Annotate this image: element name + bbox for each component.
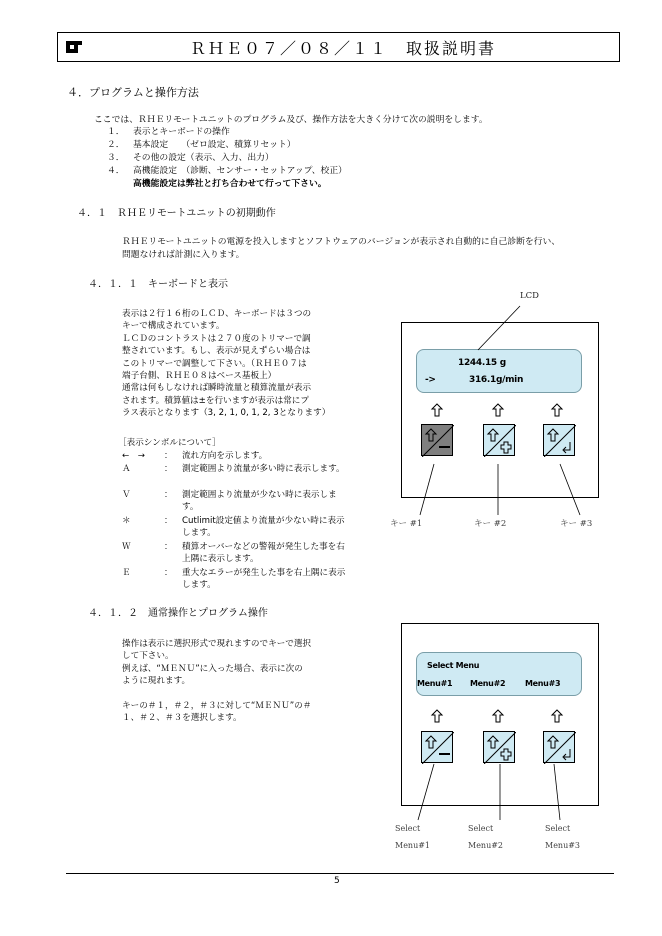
up-arrow-icon — [491, 709, 505, 723]
normal-operation-text — [122, 638, 362, 724]
symbols-title: ［表示シンボルについて］ — [118, 438, 221, 448]
symbol-row — [122, 515, 362, 540]
select-label-1-top: Select — [395, 824, 421, 833]
paragraph-line: 例えば、“ＭＥＮＵ”に入った場合、表示に次の — [122, 663, 303, 674]
key-3-up-enter[interactable] — [543, 424, 575, 456]
paragraph-line: ラス表示となります（3, 2, 1, 0, 1, 2, 3となります） — [122, 408, 331, 419]
paragraph-line: 表示は２行１６桁のＬＣＤ、キーボードは３つの — [122, 309, 312, 319]
figure-2-leader-lines — [390, 760, 590, 822]
company-logo — [64, 39, 84, 55]
symbol-colon: ： — [164, 516, 173, 526]
section-4-1-2-heading: ４．１．２ 通常操作とプログラム操作 — [88, 608, 268, 619]
advanced-settings-note: 高機能設定は弊社と打ち合わせて行って下さい。 — [133, 179, 327, 189]
list-item-text: 表示とキーボードの操作 — [133, 127, 230, 137]
symbol-colon: ： — [164, 464, 173, 474]
symbol-key: ＊ — [122, 516, 131, 526]
paragraph-line — [122, 688, 362, 700]
paragraph-line: ＬＣＤのコントラストは２７０度のトリマーで調 — [122, 333, 311, 344]
symbol-colon: ： — [164, 451, 173, 461]
up-arrow-icon — [550, 709, 564, 723]
symbol-row — [122, 567, 362, 592]
list-item-number: ２． — [107, 140, 125, 150]
document-title: ＲＨＥ０７／０８／１１ 取扱説明書 — [190, 39, 497, 58]
paragraph-line: このトリマーで調整して下さい。（ＲＨＥ０７は — [122, 358, 307, 369]
section-4-heading: ４．プログラムと操作方法 — [67, 86, 199, 99]
menu-key-2-up-plus[interactable] — [483, 731, 515, 763]
footer-rule — [66, 873, 614, 874]
list-item-number: ３． — [107, 153, 125, 163]
up-arrow-icon — [491, 403, 505, 417]
menu-key-3-up-enter[interactable] — [543, 731, 575, 763]
lcd-arrow: -> — [425, 375, 436, 385]
symbol-colon: ： — [164, 490, 173, 500]
menu-item-2: Menu#2 — [470, 679, 506, 688]
menu-item-3: Menu#3 — [525, 679, 561, 688]
symbol-row — [122, 463, 362, 488]
section-4-1-body-line: ＲＨＥリモートユニットの電源を投入しますとソフトウェアのバージョンが表示され自動的に自己診断を行い、 — [122, 237, 561, 247]
list-item-text: 基本設定 （ゼロ設定、積算リセット） — [133, 140, 296, 150]
up-enter-icon — [544, 425, 576, 457]
key-1-label: キー #1 — [390, 519, 423, 529]
select-label-3-top: Select — [545, 824, 571, 833]
section-4-1-heading: ４．１ ＲＨＥリモートユニットの初期動作 — [77, 208, 276, 219]
lcd-label: LCD — [520, 291, 539, 301]
select-label-2-bottom: Menu#2 — [468, 841, 504, 850]
menu-lcd-display — [416, 652, 582, 696]
up-arrow-icon — [430, 709, 444, 723]
paragraph-line: １、＃２、＃３を選択します。 — [122, 713, 242, 724]
up-arrow-icon — [550, 403, 564, 417]
symbol-description: 測定範囲より流量が多い時に表示します。 — [182, 464, 345, 474]
menu-lcd-line-1: Select Menu — [427, 661, 480, 670]
keyboard-display-text — [122, 308, 362, 420]
paragraph-line: 通常は何もしなければ瞬時流量と積算流量が表示 — [122, 383, 312, 394]
symbol-description: 測定範囲より流量が少ない時に表示します。 — [182, 490, 337, 513]
symbol-row — [122, 489, 362, 514]
menu-key-1-up-minus[interactable] — [421, 731, 453, 763]
section-4-intro: ここでは、ＲＨＥリモートユニットのプログラム及び、操作方法を大きく分けて次の説明をします。 — [94, 115, 488, 125]
symbol-description: 重大なエラーが発生した事を右上隅に表示します。 — [182, 568, 346, 591]
symbol-description: Cutlimit設定値より流量が少ない時に表示します。 — [182, 516, 345, 539]
key-3-label: キー #3 — [560, 519, 593, 529]
symbol-colon: ： — [164, 568, 173, 578]
up-arrow-icon — [430, 403, 444, 417]
paragraph-line: キーの＃１，＃２，＃３に対して“ＭＥＮＵ”の＃ — [122, 700, 312, 711]
select-label-3-bottom: Menu#3 — [545, 841, 581, 850]
paragraph-line: 操作は表示に選択形式で現れますのでキーで選択 — [122, 639, 312, 649]
paragraph-line: 端子台側、ＲＨＥ０８はベース基板上） — [122, 371, 277, 382]
key-2-up-plus[interactable] — [483, 424, 515, 456]
menu-item-1: Menu#1 — [417, 679, 453, 688]
symbol-description: 流れ方向を示します。 — [182, 451, 268, 461]
symbol-key: Ａ — [122, 464, 131, 474]
lcd-line-1: 1244.15 g — [458, 358, 506, 368]
up-minus-icon — [422, 425, 454, 457]
list-item-text: 高機能設定 （診断、センサー・セットアップ、校正） — [133, 166, 347, 176]
lcd-line-2: 316.1g/min — [469, 375, 524, 385]
list-item-number: １． — [107, 127, 125, 137]
symbol-key: Ｗ — [122, 542, 131, 552]
select-label-1-bottom: Menu#1 — [395, 841, 431, 850]
list-item-number: ４． — [107, 166, 125, 176]
key-2-label: キー #2 — [474, 519, 507, 529]
up-plus-icon — [484, 425, 516, 457]
select-label-2-top: Select — [468, 824, 494, 833]
paragraph-line: キーで構成されています。 — [122, 321, 225, 332]
symbol-key: Ｖ — [122, 490, 131, 500]
paragraph-line: ように現れます。 — [122, 676, 191, 687]
key-1-up-minus[interactable] — [421, 424, 453, 456]
symbol-row — [122, 541, 362, 566]
list-item-text: その他の設定（表示、入力、出力） — [133, 153, 274, 163]
symbol-key: Ｅ — [122, 568, 131, 578]
paragraph-line: して下さい。 — [122, 651, 174, 662]
section-4-1-body-line: 問題なければ計測に入ります。 — [122, 250, 245, 260]
section-4-1-1-heading: ４．１．１ キーボードと表示 — [88, 279, 228, 290]
symbol-description: 積算オーバーなどの警報が発生した事を右上隅に表示します。 — [182, 542, 345, 565]
symbol-row — [122, 450, 362, 462]
paragraph-line: されます。積算値は±を行いますが表示は常にプ — [122, 395, 309, 406]
symbol-colon: ： — [164, 542, 173, 552]
page-number: 5 — [334, 876, 340, 886]
symbol-key: ← → — [122, 451, 145, 461]
paragraph-line: 整されています。もし、表示が見えずらい場合は — [122, 346, 311, 357]
